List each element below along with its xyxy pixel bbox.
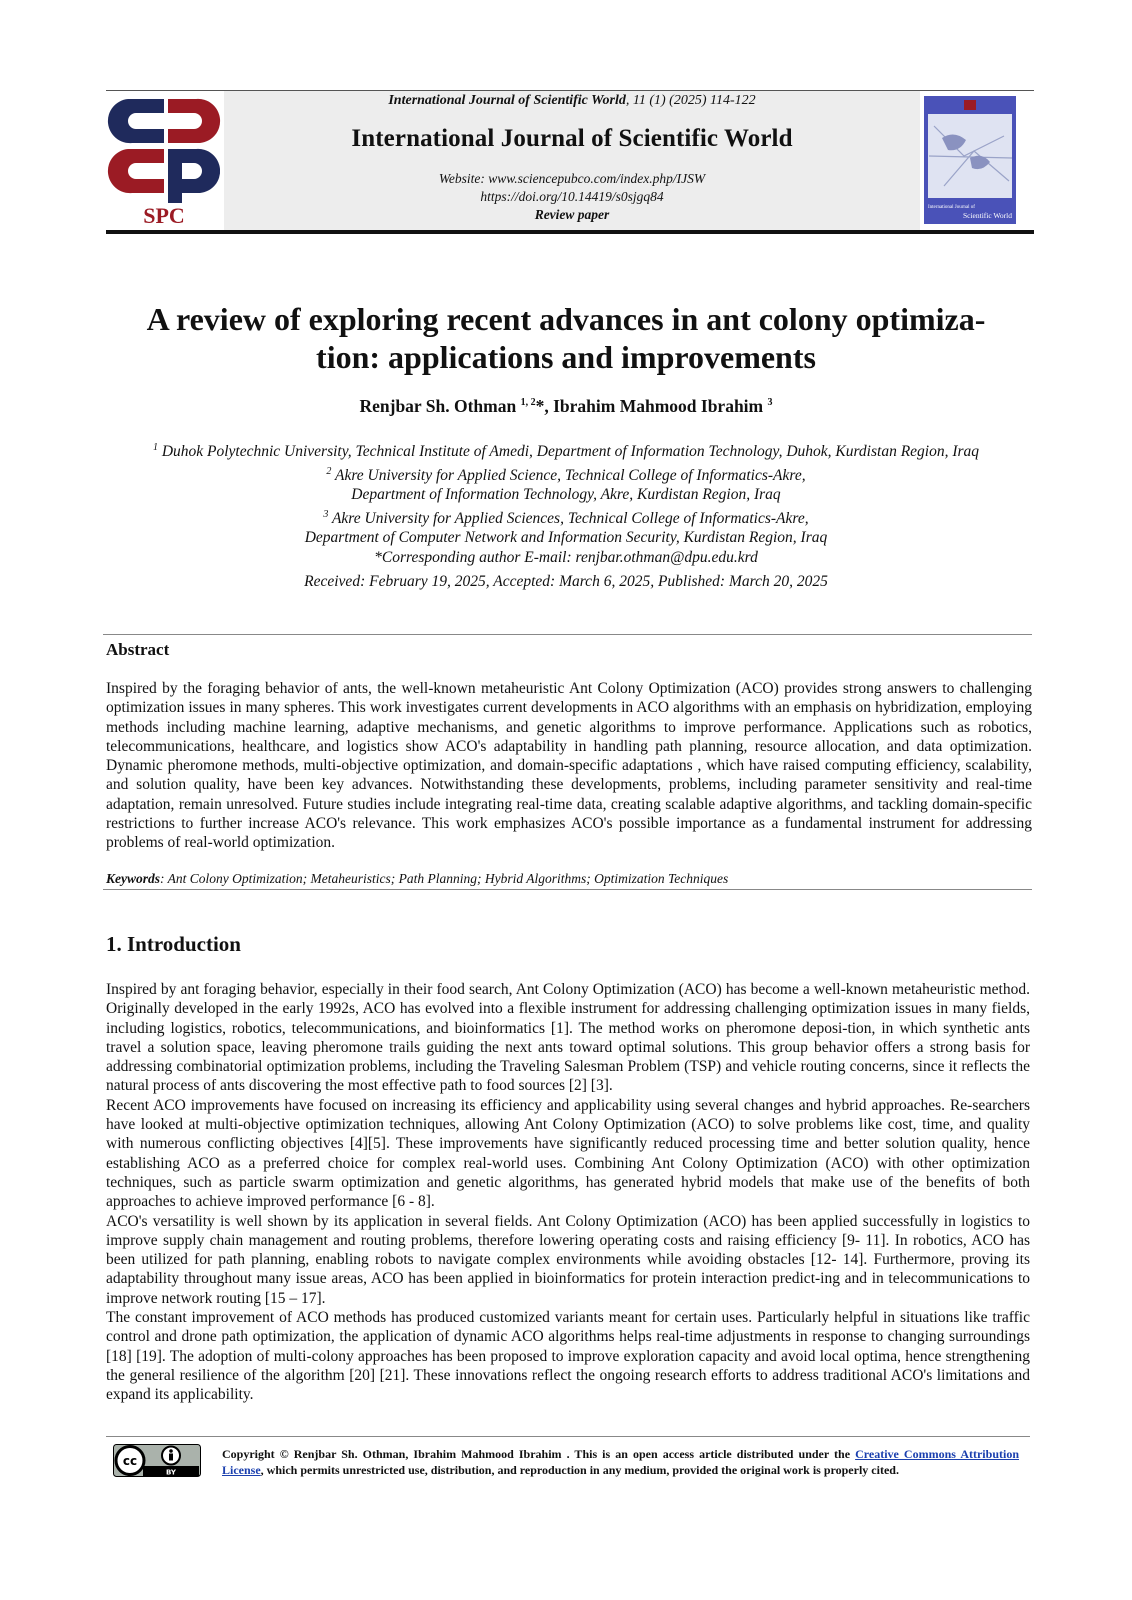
author-name: Ibrahim Mahmood Ibrahim: [553, 396, 764, 416]
article-doi[interactable]: https://doi.org/10.14419/s0sjgq84: [480, 189, 664, 204]
affiliation-line: Department of Information Technology, Akre, Kurdistan Region, Iraq: [351, 486, 781, 504]
abstract-heading: Abstract: [106, 640, 170, 659]
paragraph: The constant improvement of ACO methods has produced customized variants meant for certain uses. Particularly helpful in situations like traffic control and drone path optimization, the application of dynamic ACO algorithms helps real-time adjustments in response to changing surroundings [18] [19]. The adoption of multi-colony approaches has been proposed to improve exploration capacity and avoid local optima, hence strengthening the general resilience of the algorithm [20] [21]. These innovations reflect the ongoing research efforts to address traditional ACO's limitations and expand its applicability.: [106, 1309, 1030, 1404]
journal-website[interactable]: Website: www.sciencepubco.com/index.php/IJSW: [438, 171, 706, 186]
title-line-1: A review of exploring recent advances in ant colony optimiza-: [146, 301, 986, 337]
corresponding-author-email[interactable]: *Corresponding author E-mail: renjbar.othman@dpu.edu.krd: [374, 548, 758, 566]
keywords-list: : Ant Colony Optimization; Metaheuristics; Path Planning; Hybrid Algorithms; Optimization Techniques: [160, 871, 729, 886]
keywords: [106, 871, 1032, 887]
header-bottom-rule: [106, 230, 1034, 234]
paragraph: Inspired by ant foraging behavior, especially in their food search, Ant Colony Optimization (ACO) has become a well-known metaheuristic method. Originally developed in the early 1992s, ACO has evolved into a flexible instrument for addressing challenging optimization issues in many fields, including logistics, robotics, telecommunications, and bioinformatics [1]. The method works on pheromone deposi-tion, in which synthetic ants travel a solution space, leaving pheromone trails guiding the next ants toward optimal solutions. This group behavior offers a strong basis for addressing combinatorial optimization problems, including the Traveling Salesman Problem (TSP) and vehicle routing concerns, since it reflects the natural process of ants discovering the most effective path to food sources [2] [3].: [106, 981, 1030, 1095]
affiliation-line: $^1$ Duhok Polytechnic University, Technical Institute of Amedi, Department of Information Technology, Duhok, Kurdistan Region, Iraq: [152, 442, 980, 461]
affiliation-line: $^3$ Akre University for Applied Sciences, Technical College of Informatics-Akre,: [323, 508, 809, 527]
title-line-2: tion: applications and improvements: [316, 339, 816, 375]
paragraph: ACO's versatility is well shown by its application in several fields. Ant Colony Optimization (ACO) has been applied successfully in logistics to improve supply chain management and routing problems, therefore lowering operating costs and raising efficiency [9- 11]. In robotics, ACO has been utilized for path planning, enabling robots to navigate complex environments while avoiding obstacles [12- 14]. Furthermore, proving its adaptability throughout many issue areas, ACO has been applied in bioinformatics for protein interaction predict-ing and in telecommunications to improve network routing [15 – 17].: [106, 1212, 1030, 1307]
cover-caption-2: Scientific World: [962, 211, 1012, 220]
cc-by-label: BY: [165, 1468, 177, 1477]
cover-caption-1: International Journal of: [928, 205, 975, 210]
footer-rule: [106, 1436, 1030, 1437]
author-list: [100, 396, 1032, 417]
cc-by-license-icon[interactable]: [113, 1444, 201, 1477]
corresponding-mark: *,: [535, 396, 554, 416]
article-title: [100, 300, 1032, 376]
copyright-notice: Copyright © Renjbar Sh. Othman, Ibrahim Mahmood Ibrahim . This is an open access article distributed under the Creative Commons Attribution License, which permits unrestricted use, distribution, and reproduction in any medium, provided the original work is properly cited.: [222, 1447, 1019, 1477]
abstract-top-rule: [103, 634, 1032, 635]
journal-cover-thumbnail: [924, 96, 1016, 224]
author-affiliation-ref: 1, 2: [520, 397, 536, 409]
journal-header: [106, 90, 1034, 235]
abstract-text: Inspired by the foraging behavior of ants, the well-known metaheuristic Ant Colony Optimization (ACO) provides strong answers to challenging optimization issues in many spheres. This work investigates current developments in ACO algorithms with an emphasis on hybridization, employing methods including machine learning, adaptive mechanisms, and genetic algorithms to improve performance. Applications such as robotics, telecommunications, healthcare, and logistics show ACO's adaptability in handling path planning, resource allocation, and data optimization. Dynamic pheromone methods, multi-objective optimization, and domain-specific adaptations , which have raised computing efficiency, scalability, and solution quality, have been key advances. Notwithstanding these developments, problems, including parameter sensitivity and real-time adaptation, remain unresolved. Future studies include integrating real-time data, creating scalable adaptive algorithms, and tackling domain-specific restrictions to further increase ACO's relevance. This work emphasizes ACO's possible importance as a fundamental instrument for addressing problems of real-world optimization.: [106, 680, 1032, 852]
affiliation-line: Department of Computer Network and Information Security, Kurdistan Region, Iraq: [304, 529, 828, 547]
affiliation-line: $^2$ Akre University for Applied Science, Technical College of Informatics-Akre,: [326, 465, 806, 484]
logo-text: SPC: [143, 203, 185, 228]
journal-title: International Journal of Scientific World: [351, 125, 793, 152]
author-name: Renjbar Sh. Othman: [359, 396, 517, 416]
publication-dates: Received: February 19, 2025, Accepted: March 6, 2025, Published: March 20, 2025: [304, 573, 828, 590]
journal-citation: International Journal of Scientific World, 11 (1) (2025) 114-122: [388, 93, 756, 108]
license-link[interactable]: Creative Commons Attribution License: [222, 1447, 1019, 1477]
spc-logo: [106, 91, 224, 230]
header-center-panel: [224, 91, 920, 230]
keywords-label: Keywords: [106, 871, 160, 886]
paragraph: Recent ACO improvements have focused on increasing its efficiency and applicability using several changes and hybrid approaches. Re-searchers have looked at multi-objective optimization techniques, allowing Ant Colony Optimization (ACO) to solve problems like cost, time, and quality with numerous conflicting objectives [4][5]. These improvements have significantly reduced processing time and better solution quality, hence establishing ACO as a preferred choice for complex real-world uses. Combining Ant Colony Optimization (ACO) with other optimization techniques, such as particle swarm optimization and genetic algorithms, has generated hybrid models that make use of the benefits of both approaches to achieve improved performance [6 - 8].: [106, 1096, 1030, 1211]
author-affiliation-ref: 3: [767, 397, 773, 409]
affiliations: [100, 438, 1032, 567]
abstract-bottom-rule: [103, 889, 1032, 890]
svg-text:cc: cc: [122, 1454, 138, 1468]
paper-type: Review paper: [534, 207, 610, 222]
section-heading-introduction: 1. Introduction: [106, 932, 241, 956]
introduction-body: [106, 980, 1030, 1405]
